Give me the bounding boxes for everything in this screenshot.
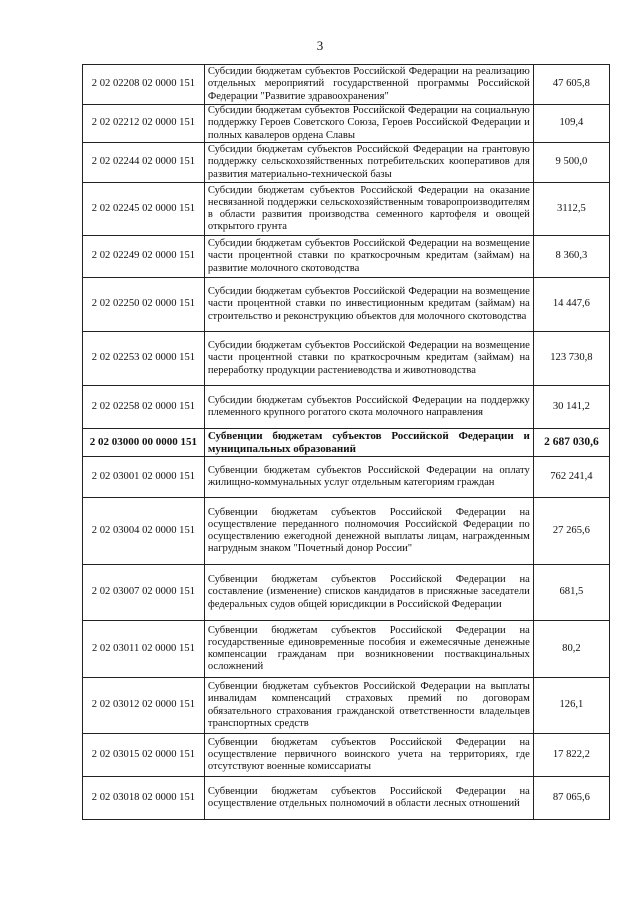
budget-code-cell: 2 02 02250 02 0000 151 xyxy=(83,278,205,332)
amount-cell: 17 822,2 xyxy=(533,734,609,777)
budget-code-cell: 2 02 03018 02 0000 151 xyxy=(83,777,205,820)
description-cell: Субвенции бюджетам субъектов Российской Федерации на государственные единовременные пособия и ежемесячные денежные компенсации гражданам при возникновении поствакцинальных осложнений xyxy=(204,621,533,678)
amount-cell: 8 360,3 xyxy=(533,236,609,278)
budget-code-cell: 2 02 03001 02 0000 151 xyxy=(83,457,205,498)
budget-code-cell: 2 02 03011 02 0000 151 xyxy=(83,621,205,678)
table-row xyxy=(83,429,610,457)
budget-code-cell: 2 02 03000 00 0000 151 xyxy=(83,429,205,457)
table-row xyxy=(83,183,610,236)
table-body xyxy=(83,65,610,820)
table-row xyxy=(83,621,610,678)
table-row xyxy=(83,332,610,386)
description-cell: Субсидии бюджетам субъектов Российской Федерации на социальную поддержку Героев Советского Союза, Героев Российской Федерации и полных кавалеров ордена Славы xyxy=(204,105,533,143)
amount-cell: 9 500,0 xyxy=(533,143,609,183)
amount-cell: 123 730,8 xyxy=(533,332,609,386)
description-cell: Субсидии бюджетам субъектов Российской Федерации на реализацию отдельных мероприятий государственной программы Российской Федерации "Развитие здравоохранения" xyxy=(204,65,533,105)
budget-code-cell: 2 02 03007 02 0000 151 xyxy=(83,565,205,621)
description-cell: Субсидии бюджетам субъектов Российской Федерации на возмещение части процентной ставки по краткосрочным кредитам (займам) на переработку продукции растениеводства и животноводства xyxy=(204,332,533,386)
budget-code-cell: 2 02 02245 02 0000 151 xyxy=(83,183,205,236)
budget-code-cell: 2 02 03004 02 0000 151 xyxy=(83,498,205,565)
description-cell: Субвенции бюджетам субъектов Российской Федерации на выплаты инвалидам компенсаций страховых премий по договорам обязательного страхования гражданской ответственности владельцев транспортных средств xyxy=(204,678,533,734)
budget-revenue-table xyxy=(82,64,610,820)
amount-cell: 109,4 xyxy=(533,105,609,143)
table-row xyxy=(83,734,610,777)
amount-cell: 87 065,6 xyxy=(533,777,609,820)
budget-code-cell: 2 02 02258 02 0000 151 xyxy=(83,386,205,429)
description-cell: Субвенции бюджетам субъектов Российской Федерации на осуществление первичного воинского учета на территориях, где отсутствуют военные комиссариаты xyxy=(204,734,533,777)
description-cell: Субвенции бюджетам субъектов Российской Федерации на оплату жилищно-коммунальных услуг отдельным категориям граждан xyxy=(204,457,533,498)
description-cell: Субсидии бюджетам субъектов Российской Федерации на грантовую поддержку сельскохозяйственных потребительских кооперативов для развития материально-технической базы xyxy=(204,143,533,183)
amount-cell: 80,2 xyxy=(533,621,609,678)
table-row xyxy=(83,143,610,183)
table-row xyxy=(83,678,610,734)
page-number: 3 xyxy=(316,38,324,53)
budget-code-cell: 2 02 02212 02 0000 151 xyxy=(83,105,205,143)
amount-cell: 762 241,4 xyxy=(533,457,609,498)
table-row xyxy=(83,386,610,429)
amount-cell: 14 447,6 xyxy=(533,278,609,332)
table-row xyxy=(83,777,610,820)
table-row xyxy=(83,236,610,278)
budget-code-cell: 2 02 02208 02 0000 151 xyxy=(83,65,205,105)
table-row xyxy=(83,498,610,565)
description-cell: Субвенции бюджетам субъектов Российской Федерации на осуществление отдельных полномочий в области лесных отношений xyxy=(204,777,533,820)
description-cell: Субсидии бюджетам субъектов Российской Федерации на поддержку племенного крупного рогатого скота молочного направления xyxy=(204,386,533,429)
amount-cell: 30 141,2 xyxy=(533,386,609,429)
description-cell: Субсидии бюджетам субъектов Российской Федерации на возмещение части процентной ставки по инвестиционным кредитам (займам) на строительство и реконструкцию объектов для молочного скотоводства xyxy=(204,278,533,332)
amount-cell: 3112,5 xyxy=(533,183,609,236)
budget-code-cell: 2 02 03015 02 0000 151 xyxy=(83,734,205,777)
table-row xyxy=(83,65,610,105)
table-row xyxy=(83,278,610,332)
budget-code-cell: 2 02 02249 02 0000 151 xyxy=(83,236,205,278)
amount-cell: 2 687 030,6 xyxy=(533,429,609,457)
budget-code-cell: 2 02 02253 02 0000 151 xyxy=(83,332,205,386)
budget-code-cell: 2 02 02244 02 0000 151 xyxy=(83,143,205,183)
table-row xyxy=(83,565,610,621)
description-cell: Субсидии бюджетам субъектов Российской Федерации на оказание несвязанной поддержки сельскохозяйственным товаропроизводителям в области развития производства семенного картофеля и овощей открытого грунта xyxy=(204,183,533,236)
description-cell: Субвенции бюджетам субъектов Российской Федерации на составление (изменение) списков кандидатов в присяжные заседатели федеральных судов общей юрисдикции в Российской Федерации xyxy=(204,565,533,621)
description-cell: Субвенции бюджетам субъектов Российской Федерации на осуществление переданного полномочия Российской Федерации по осуществлению ежегодной денежной выплаты лицам, награжденным нагрудным знаком "Почетный донор России" xyxy=(204,498,533,565)
amount-cell: 47 605,8 xyxy=(533,65,609,105)
table-row xyxy=(83,457,610,498)
amount-cell: 126,1 xyxy=(533,678,609,734)
description-cell: Субвенции бюджетам субъектов Российской Федерации и муниципальных образований xyxy=(204,429,533,457)
table-row xyxy=(83,105,610,143)
budget-code-cell: 2 02 03012 02 0000 151 xyxy=(83,678,205,734)
amount-cell: 27 265,6 xyxy=(533,498,609,565)
amount-cell: 681,5 xyxy=(533,565,609,621)
description-cell: Субсидии бюджетам субъектов Российской Федерации на возмещение части процентной ставки по краткосрочным кредитам (займам) на развитие молочного скотоводства xyxy=(204,236,533,278)
